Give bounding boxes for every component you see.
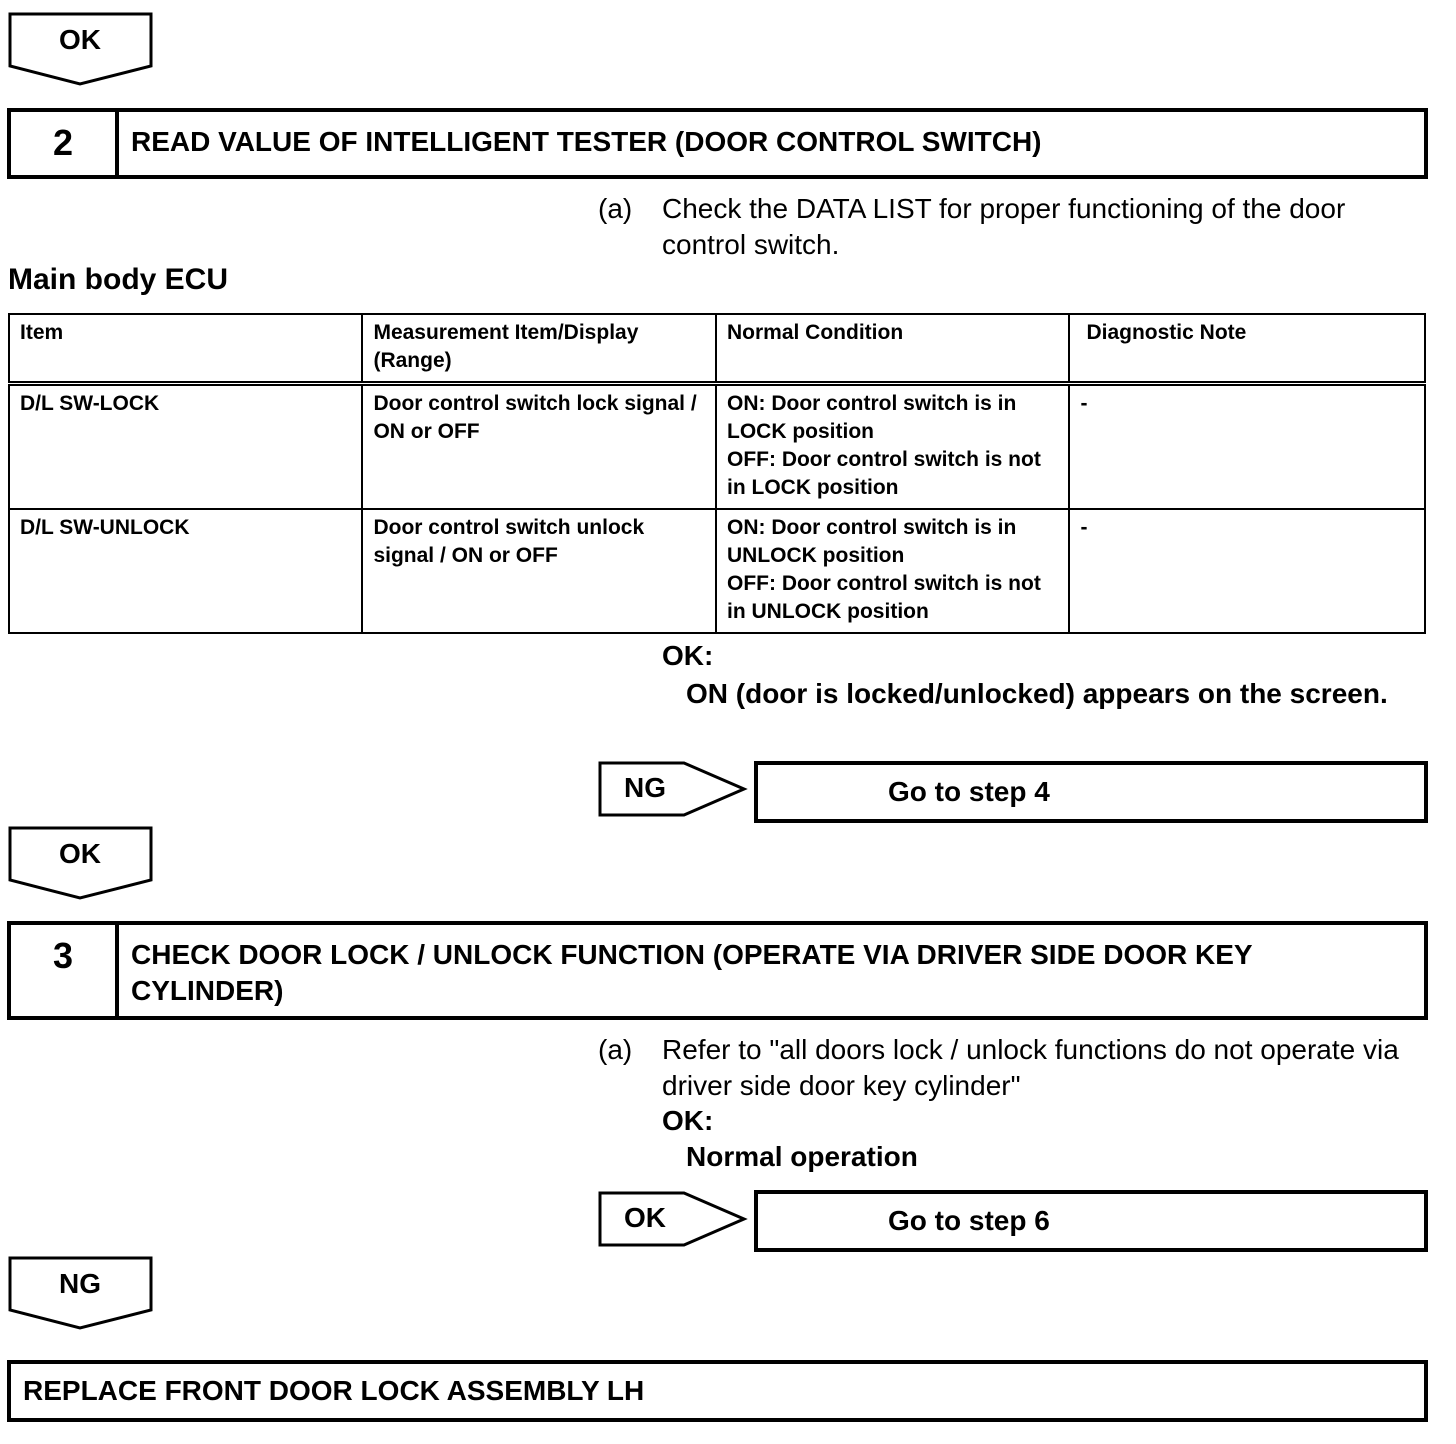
step-3-instruction-label: (a) <box>598 1034 633 1065</box>
step-2-instruction-text: Check the DATA LIST for proper functioning of the door control switch. <box>662 193 1346 260</box>
table-row <box>9 384 1425 510</box>
down-arrow-ok-mid-label: OK <box>59 838 101 869</box>
table-cell-normal-condition <box>716 509 1069 633</box>
step-3-ok-text: Normal operation <box>686 1141 918 1172</box>
down-arrow-ng-bottom-label: NG <box>59 1268 101 1299</box>
normal-on-text: ON: Door control switch is in LOCK position <box>727 392 1017 443</box>
step-3-title: CHECK DOOR LOCK / UNLOCK FUNCTION (OPERATE VIA DRIVER SIDE DOOR KEY CYLINDER) <box>131 939 1253 1006</box>
table-header-measurement: Measurement Item/Display (Range) <box>362 314 716 384</box>
table-cell-item: D/L SW-UNLOCK <box>9 509 362 633</box>
step-3-instruction <box>598 1032 1428 1104</box>
table-cell-item: D/L SW-LOCK <box>9 384 362 510</box>
normal-off-text: OFF: Door control switch is not in UNLOCK position <box>727 572 1041 623</box>
step-2-header <box>7 108 1428 179</box>
table-cell-note: - <box>1069 384 1425 510</box>
right-arrow-ng-label: NG <box>624 772 666 803</box>
normal-off-text: OFF: Door control switch is not in LOCK position <box>727 448 1041 499</box>
go-to-step-4-box: Go to step 4 <box>754 761 1428 823</box>
section-title: Main body ECU <box>8 263 229 296</box>
step-3-header <box>7 921 1428 1020</box>
step-2-title: READ VALUE OF INTELLIGENT TESTER (DOOR CONTROL SWITCH) <box>131 126 1042 157</box>
step-3-number: 3 <box>11 925 119 1016</box>
step-2-ok-label: OK: <box>662 640 714 671</box>
final-action-box: REPLACE FRONT DOOR LOCK ASSEMBLY LH <box>7 1360 1428 1422</box>
data-list-table <box>8 313 1426 634</box>
table-header-normal-condition: Normal Condition <box>716 314 1069 384</box>
go-to-step-6-box: Go to step 6 <box>754 1190 1428 1252</box>
normal-on-text: ON: Door control switch is in UNLOCK position <box>727 516 1017 567</box>
step-3-ok-label: OK: <box>662 1105 714 1136</box>
table-row <box>9 509 1425 633</box>
table-cell-note: - <box>1069 509 1425 633</box>
step-2-instruction <box>598 191 1428 263</box>
step-2-number: 2 <box>11 112 119 175</box>
table-cell-normal-condition <box>716 384 1069 510</box>
table-header-row <box>9 314 1425 384</box>
table-cell-measurement: Door control switch unlock signal / ON or OFF <box>362 509 716 633</box>
step-3-instruction-text: Refer to "all doors lock / unlock functions do not operate via driver side door key cylinder" <box>662 1034 1399 1101</box>
down-arrow-ok-top-label: OK <box>59 24 101 55</box>
table-cell-measurement: Door control switch lock signal / ON or OFF <box>362 384 716 510</box>
table-header-diagnostic-note: Diagnostic Note <box>1069 314 1425 384</box>
step-2-instruction-label: (a) <box>598 193 633 224</box>
right-arrow-ok-label: OK <box>624 1202 666 1233</box>
table-header-item: Item <box>9 314 362 384</box>
step-2-ok-text: ON (door is locked/unlocked) appears on the screen. <box>686 678 1388 709</box>
